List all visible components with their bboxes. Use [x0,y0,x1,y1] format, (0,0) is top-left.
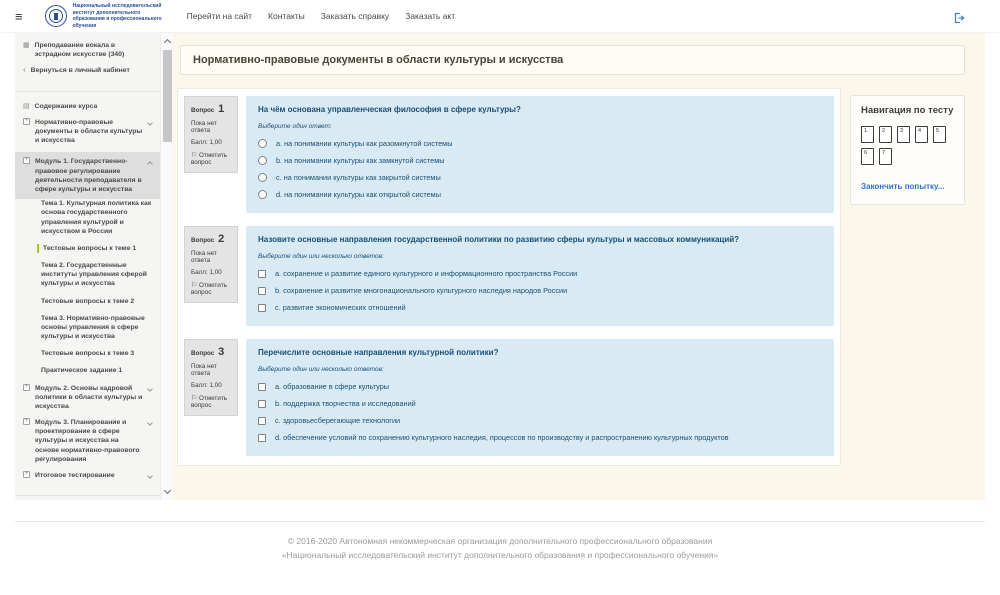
answer-prompt: Выберите один или несколько ответов: [258,366,384,373]
logout-icon[interactable] [953,11,965,29]
question-content [246,226,834,326]
quiz-nav-question-6[interactable]: 6 [861,148,874,165]
quiz-nav-question-2[interactable]: 2 [879,126,892,143]
chevron-down-icon[interactable] [147,420,153,426]
answer-option-label: b. сохранение и развитие многонационального культурного наследия народов России [275,286,568,295]
institute-logo-emblem [45,5,67,27]
page-footer [0,500,1000,595]
nav-link-order-certificate[interactable]: Заказать справку [320,11,390,21]
sidebar-item-legal-documents[interactable] [23,118,152,146]
scrollbar-thumb[interactable] [163,50,172,142]
flag-question-link[interactable]: ⚐ Отметить вопрос [191,395,228,409]
sidebar-item-test3[interactable]: Тестовые вопросы к теме 3 [41,350,135,358]
top-header [0,0,1000,33]
course-icon: ▦ [23,42,30,49]
sidebar-back-to-cabinet[interactable] [23,66,152,75]
course-label: Преподавание вокала в эстрадном искусстве (340) [34,42,125,59]
answer-option[interactable] [258,429,822,446]
copyright-line-1: © 2016-2020 Автономная некоммерческая организация дополнительного профессионального образования [287,536,713,546]
answer-option[interactable] [258,395,822,412]
sidebar-item-practice1[interactable]: Практическое задание 1 [41,367,123,375]
checkbox[interactable] [258,400,266,408]
options-list [258,135,822,203]
plus-box-icon: + [24,157,29,164]
question-status: Пока нет ответа [191,363,217,377]
flag-icon: ⚐ [191,282,198,289]
radio-button[interactable] [258,173,267,182]
checkbox[interactable] [258,270,266,278]
copyright-line-2: «Национальный исследовательский институт дополнительного образования и профессионального обучения» [281,549,719,560]
answer-option-label: d. обеспечение условий по сохранению культурного наследия, процессов по производству и распространению культурных продуктов [275,433,729,442]
answer-option-label: d. на понимании культуры как открытой системы [276,190,441,199]
quiz-nav-title: Навигация по тесту [861,105,954,116]
module1-children [23,199,152,375]
answer-prompt: Выберите один ответ: [258,123,332,130]
question-block-3 [184,339,834,456]
nav-link-site[interactable]: Перейти на сайт [186,11,253,21]
sidebar-item-test2[interactable]: Тестовые вопросы к теме 2 [41,297,135,305]
question-info-box [184,96,238,173]
divider [15,91,160,92]
finish-attempt-link[interactable]: Закончить попытку... [861,182,945,191]
plus-box-icon: + [24,117,29,124]
checkbox[interactable] [258,383,266,391]
hamburger-menu-icon[interactable]: ≡ [15,8,23,24]
answer-option[interactable] [258,152,822,169]
content-row [0,33,1000,500]
page-title: Нормативно-правовые документы в области культуры и искусства [193,54,564,66]
sidebar-item-theme1[interactable]: Тема 1. Культурная политика как основа государственного управления культурой и искусством в России [41,200,152,235]
divider [15,521,985,522]
question-content [246,339,834,456]
scroll-up-arrow-icon[interactable] [163,39,170,46]
list-icon: ▤ [23,102,30,110]
checkbox[interactable] [258,434,266,442]
flag-icon: ⚐ [191,152,198,159]
chevron-down-icon[interactable] [147,120,153,126]
sidebar-item-theme3[interactable]: Тема 3. Нормативно-правовые основы управления в сфере культуры и искусства [41,314,145,341]
question-points: Балл: 1,00 [191,382,222,389]
question-text: На чём основана управленческая философия в сфере культуры? [258,105,521,114]
answer-option[interactable] [258,282,822,299]
chevron-down-icon[interactable] [147,386,153,392]
quiz-nav-question-1[interactable]: 1 [861,126,874,143]
answer-option[interactable] [258,135,822,152]
question-text: Перечислите основные направления культурной политики? [258,348,499,357]
answer-option[interactable] [258,186,822,203]
answer-prompt: Выберите один или несколько ответов: [258,253,384,260]
sidebar-scrollbar[interactable] [160,33,173,500]
quiz-nav-question-3[interactable]: 3 [897,126,910,143]
chevron-down-icon[interactable] [147,473,153,479]
options-list [258,265,822,316]
chevron-left-icon: ‹ [23,65,26,75]
answer-option-label: c. на понимании культуры как закрытой системы [276,173,441,182]
back-label: Вернуться в личный кабинет [30,67,130,75]
flag-icon: ⚐ [191,395,198,402]
checkbox[interactable] [258,304,266,312]
answer-option[interactable] [258,378,822,395]
scroll-down-arrow-icon[interactable] [163,487,170,494]
quiz-nav-question-5[interactable]: 5 [933,126,946,143]
quiz-nav-question-4[interactable]: 4 [915,126,928,143]
sidebar-item-module2[interactable] [23,384,152,412]
module2-label: Модуль 2. Основы кадровой политики в области культуры и искусства [35,384,143,410]
answer-option-label: a. на понимании культуры как разомкнутой системы [276,139,453,148]
sidebar-item-course-contents[interactable] [23,102,152,111]
flag-question-link[interactable]: ⚐ Отметить вопрос [191,152,228,166]
sidebar-item-module3[interactable] [23,418,152,464]
chevron-up-icon[interactable] [147,162,153,168]
final-test-label: Итоговое тестирование [35,471,115,479]
checkbox[interactable] [258,287,266,295]
sidebar-item-theme2[interactable]: Тема 2. Государственные институты управления сферой культуры и искусства [41,262,147,288]
flag-question-link[interactable]: ⚐ Отметить вопрос [191,282,228,296]
questions-container [177,88,841,466]
question-block-2 [184,226,834,326]
main-area [173,33,985,500]
sidebar-item-final-test[interactable] [23,471,152,480]
answer-option-label: b. на понимании культуры как замкнутой системы [276,156,445,165]
question-number: Вопрос 1 [191,103,225,115]
answer-option[interactable] [258,265,822,282]
module1-label: Модуль 1. Государственно-правовое регулирование деятельности преподавателя в сфере культуры и искусства [35,158,142,193]
question-content [246,96,834,213]
header-nav [187,11,456,21]
brand[interactable] [45,3,173,29]
question-points: Балл: 1,00 [191,269,222,276]
sidebar-course-title[interactable] [23,41,152,59]
radio-button[interactable] [258,190,267,199]
section-label: Нормативно-правовые документы в области культуры и искусства [35,118,143,145]
plus-box-icon: + [24,418,29,425]
answer-option-label: a. образование в сфере культуры [275,382,390,391]
options-list [258,378,822,446]
page-title-box [180,45,965,75]
answer-option-label: c. развитие экономических отношений [275,303,406,312]
answer-option-label: a. сохранение и развитие единого культурного и информационного пространства России [275,269,578,278]
question-points: Балл: 1,00 [191,139,222,146]
radio-button[interactable] [258,139,267,148]
checkbox[interactable] [258,417,266,425]
nav-link-order-act[interactable]: Заказать акт [405,11,456,21]
question-number: Вопрос 3 [191,346,225,358]
question-info-box [184,339,238,416]
sidebar-item-test1-active[interactable]: Тестовые вопросы к теме 1 [37,244,152,253]
plus-box-icon: + [24,383,29,390]
quiz-nav-grid [861,126,951,165]
answer-option[interactable] [258,412,822,429]
radio-button[interactable] [258,156,267,165]
answer-option[interactable] [258,169,822,186]
answer-option-label: b. поддержка творчества и исследований [275,399,416,408]
module3-label: Модуль 3. Планирование и проектирование в сфере культуры и искусства на основе нормативно-правового регулирования [35,419,140,463]
nav-link-contacts[interactable]: Контакты [268,11,305,21]
quiz-nav-question-7[interactable]: 7 [879,148,892,165]
question-info-box [184,226,238,303]
question-status: Пока нет ответа [191,250,217,264]
sidebar [15,33,160,500]
divider [15,495,160,496]
answer-option[interactable] [258,299,822,316]
question-status: Пока нет ответа [191,120,217,134]
copyright-text [0,535,1000,562]
answer-option-label: c. здоровьесберегающие технологии [275,416,401,425]
sidebar-item-module1[interactable] [15,152,160,199]
plus-box-icon: + [24,470,29,477]
question-number: Вопрос 2 [191,233,225,245]
brand-text: Национальный исследовательский институт дополнительного образования и профессионального обучения [72,3,162,29]
question-block-1 [184,96,834,213]
quiz-navigation-panel [850,95,965,205]
question-text: Назовите основные направления государственной политики по развитию сферы культуры и массовых коммуникаций? [258,235,740,244]
toc-label: Содержание курса [34,102,98,110]
